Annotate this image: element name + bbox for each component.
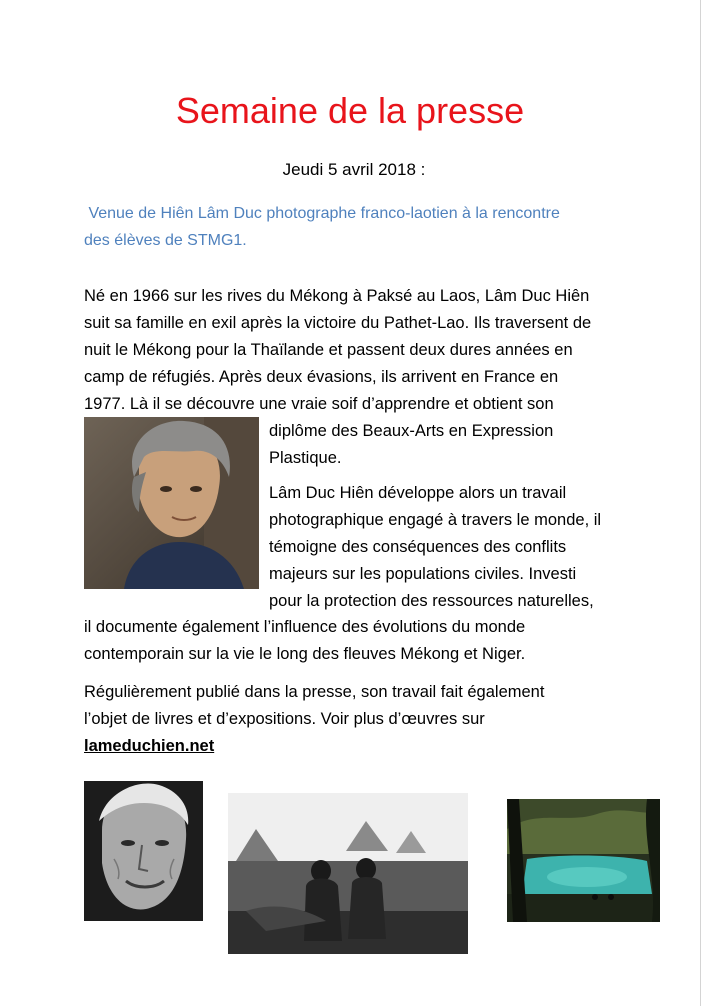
elder-portrait-photo (84, 781, 203, 921)
closing-line: Régulièrement publié dans la presse, son travail fait également (84, 683, 545, 701)
page-title: Semaine de la presse (175, 90, 525, 131)
work-line: il documente également l’influence des évolutions du monde (84, 618, 526, 636)
work-line: pour la protection des ressources naturelles, (269, 592, 594, 610)
village-children-photo (226, 791, 470, 956)
intro-line: Venue de Hiên Lâm Duc photographe franco-laotien à la rencontre (84, 205, 560, 222)
event-date: Jeudi 5 avril 2018 : (282, 160, 426, 179)
work-line: Lâm Duc Hiên développe alors un travail (269, 484, 567, 502)
website-link[interactable]: lameduchien.net (84, 737, 215, 755)
bio-line: 1977. Là il se découvre une vraie soif d’apprendre et obtient son (84, 395, 554, 413)
bio-line: Plastique. (269, 449, 342, 467)
bio-line: diplôme des Beaux-Arts en Expression (269, 422, 554, 440)
river-landscape-photo (507, 799, 660, 922)
intro-line: des élèves de STMG1. (84, 232, 247, 249)
bio-line: Né en 1966 sur les rives du Mékong à Paksé au Laos, Lâm Duc Hiên (84, 287, 590, 305)
bio-line: camp de réfugiés. Après deux évasions, ils arrivent en France en (84, 368, 559, 386)
work-line: témoigne des conséquences des conflits (269, 538, 567, 556)
intro-paragraph (84, 200, 624, 254)
bio-line: suit sa famille en exil après la victoire du Pathet-Lao. Ils traversent de (84, 314, 592, 332)
work-line: contemporain sur la vie le long des fleuves Mékong et Niger. (84, 645, 526, 663)
closing-line: l’objet de livres et d’expositions. Voir plus d’œuvres sur (84, 710, 485, 728)
portrait-photo (84, 417, 259, 589)
work-line: photographique engagé à travers le monde, il (269, 511, 602, 529)
bio-line: nuit le Mékong pour la Thaïlande et passent deux dures années en (84, 341, 573, 359)
page-edge (700, 0, 701, 1006)
work-line: majeurs sur les populations civiles. Investi (269, 565, 577, 583)
